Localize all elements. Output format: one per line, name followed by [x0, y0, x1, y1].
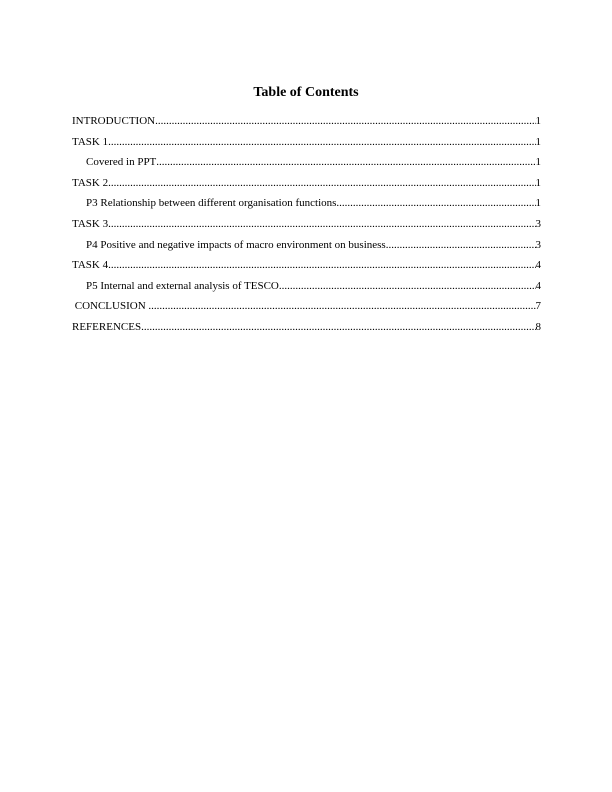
toc-page-number: 1 [535, 176, 541, 189]
toc-page-number: 7 [535, 300, 541, 313]
toc-title: Table of Contents [253, 85, 359, 100]
toc-entry-label: INTRODUCTION [72, 115, 156, 127]
toc-page-number: 1 [535, 197, 541, 210]
toc-page-number: 1 [535, 156, 541, 169]
toc-entry-p5[interactable] [72, 279, 541, 300]
toc-dot-leader [156, 155, 535, 169]
toc-entry-p3[interactable] [72, 196, 541, 217]
toc-entry-label: P5 Internal and external analysis of TESCO [86, 279, 279, 292]
toc-dot-leader [108, 217, 535, 231]
toc-dot-leader [336, 196, 535, 210]
toc-entry-task-4[interactable] [72, 258, 541, 279]
toc-entry-p4[interactable] [72, 238, 541, 259]
toc-entry-label: TASK 4 [72, 259, 109, 272]
toc-dot-leader [155, 114, 535, 128]
toc-entry-label: P4 Positive and negative impacts of macro environment on business [86, 238, 386, 251]
toc-page-number: 8 [535, 320, 541, 333]
toc-page-number: 1 [535, 135, 541, 148]
toc-entry-label: TASK 2 [72, 176, 109, 189]
toc-page-number: 4 [535, 279, 541, 292]
toc-entry-covered-in-ppt[interactable] [72, 155, 541, 176]
toc-entry-label: Covered in PPT [86, 156, 157, 169]
toc-dot-leader [148, 299, 535, 313]
toc-dot-leader [108, 135, 535, 149]
toc-entry-introduction[interactable] [72, 114, 541, 135]
toc-page-number: 3 [535, 238, 541, 251]
toc-entry-label: CONCLUSION [72, 300, 149, 313]
toc-dot-leader [141, 320, 535, 334]
toc-dot-leader [108, 176, 535, 190]
toc-entry-task-3[interactable] [72, 217, 541, 238]
toc-entry-references[interactable] [72, 320, 541, 341]
toc-entry-label: TASK 3 [72, 217, 109, 230]
toc-entry-task-1[interactable] [72, 135, 541, 156]
toc-dot-leader [108, 258, 535, 272]
toc-entry-label: REFERENCES [72, 320, 142, 333]
toc-page-number: 3 [535, 217, 541, 230]
toc-entry-label: TASK 1 [72, 135, 109, 148]
toc-dot-leader [386, 238, 536, 252]
toc-entry-label: P3 Relationship between different organisation functions [86, 197, 337, 210]
toc-list [72, 114, 541, 341]
toc-page-number: 1 [535, 115, 541, 127]
toc-page-number: 4 [535, 259, 541, 272]
toc-entry-conclusion[interactable] [72, 299, 541, 320]
toc-entry-task-2[interactable] [72, 176, 541, 197]
toc-dot-leader [279, 279, 536, 293]
